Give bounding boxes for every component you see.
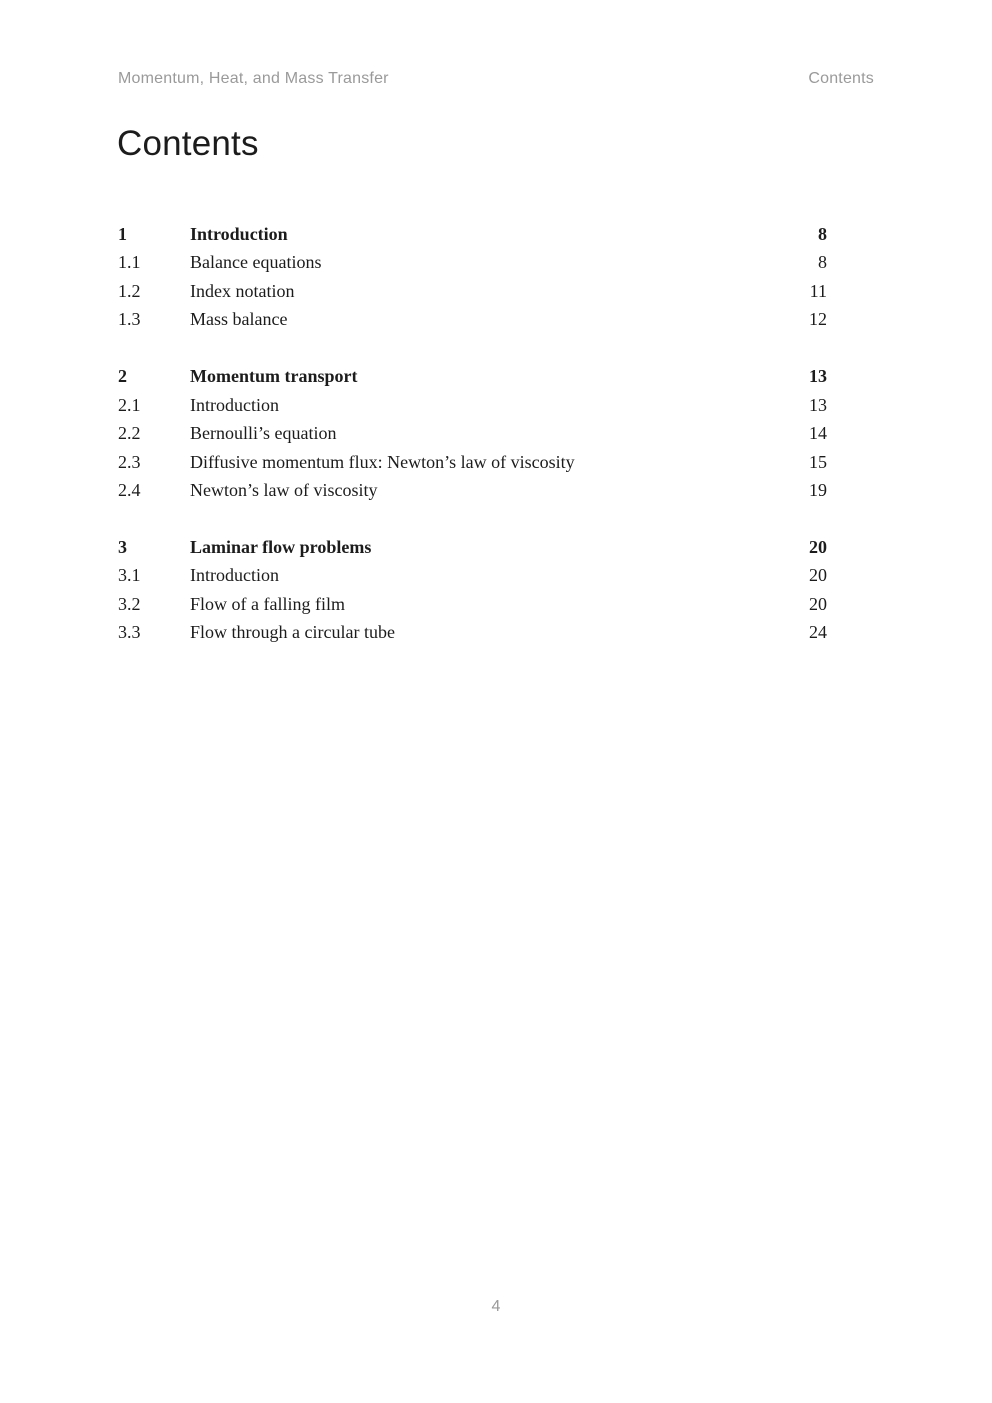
toc-entry-title: Mass balance [190,309,288,330]
toc-entry-number: 3.2 [118,593,141,614]
toc-entry-title: Flow through a circular tube [190,622,395,643]
toc-entry-page: 14 [809,423,827,444]
toc-entry-number: 2 [118,366,127,387]
toc-entry-number: 3.3 [118,622,141,643]
toc-entry-title: Introduction [190,224,288,244]
toc-row [118,590,827,618]
toc-entry-page: 20 [809,593,827,614]
toc-entry-title: Introduction [190,565,279,586]
toc-entry-number: 1.3 [118,309,141,330]
toc-entry-title: Index notation [190,280,295,301]
toc-entry-number: 3.1 [118,565,141,586]
toc-row [118,533,827,561]
toc-entry-page: 13 [809,394,827,415]
toc-row [118,419,827,447]
toc-entry-page: 20 [809,536,827,557]
toc-row [118,277,827,305]
toc-entry-page: 15 [809,451,827,472]
running-header [118,70,874,88]
toc-entry-number: 3 [118,536,127,557]
toc-entry-title: Newton’s law of viscosity [190,480,378,501]
toc-entry-page: 19 [809,480,827,501]
toc-row [118,362,827,390]
toc-entry-title: Introduction [190,394,279,415]
toc-entry-number: 1.1 [118,252,141,273]
toc-entry-title: Momentum transport [190,366,358,387]
toc-entry-page: 8 [818,252,827,273]
toc-entry-number: 1 [118,224,127,244]
toc-entry-page: 11 [809,280,827,301]
toc-section [118,533,827,647]
toc-entry-number: 2.4 [118,480,141,501]
toc-entry-page: 20 [809,565,827,586]
toc-row [118,248,827,276]
toc-entry-page: 24 [809,622,827,643]
page-title: Contents [117,124,259,163]
toc-entry-page: 8 [818,224,827,244]
footer [0,1298,992,1316]
toc-entry-number: 2.1 [118,394,141,415]
toc-row [118,391,827,419]
toc-entry-title: Laminar flow problems [190,536,372,557]
toc-row [118,220,827,248]
toc-row [118,305,827,333]
toc-row [118,448,827,476]
table-of-contents [118,220,827,647]
toc-row [118,618,827,646]
toc-entry-page: 13 [809,366,827,387]
toc-entry-title: Flow of a falling film [190,593,345,614]
running-header-book-title: Momentum, Heat, and Mass Transfer [118,70,389,87]
toc-entry-title: Balance equations [190,252,322,273]
running-header-section: Contents [808,70,874,87]
toc-row [118,476,827,504]
toc-entry-number: 1.2 [118,280,141,301]
toc-entry-number: 2.3 [118,451,141,472]
toc-entry-title: Diffusive momentum flux: Newton’s law of viscosity [190,451,575,472]
page-number: 4 [491,1298,501,1315]
toc-section [118,362,827,504]
toc-entry-number: 2.2 [118,423,141,444]
toc-section [118,220,827,334]
toc-entry-page: 12 [809,309,827,330]
toc-entry-title: Bernoulli’s equation [190,423,337,444]
toc-row [118,561,827,589]
